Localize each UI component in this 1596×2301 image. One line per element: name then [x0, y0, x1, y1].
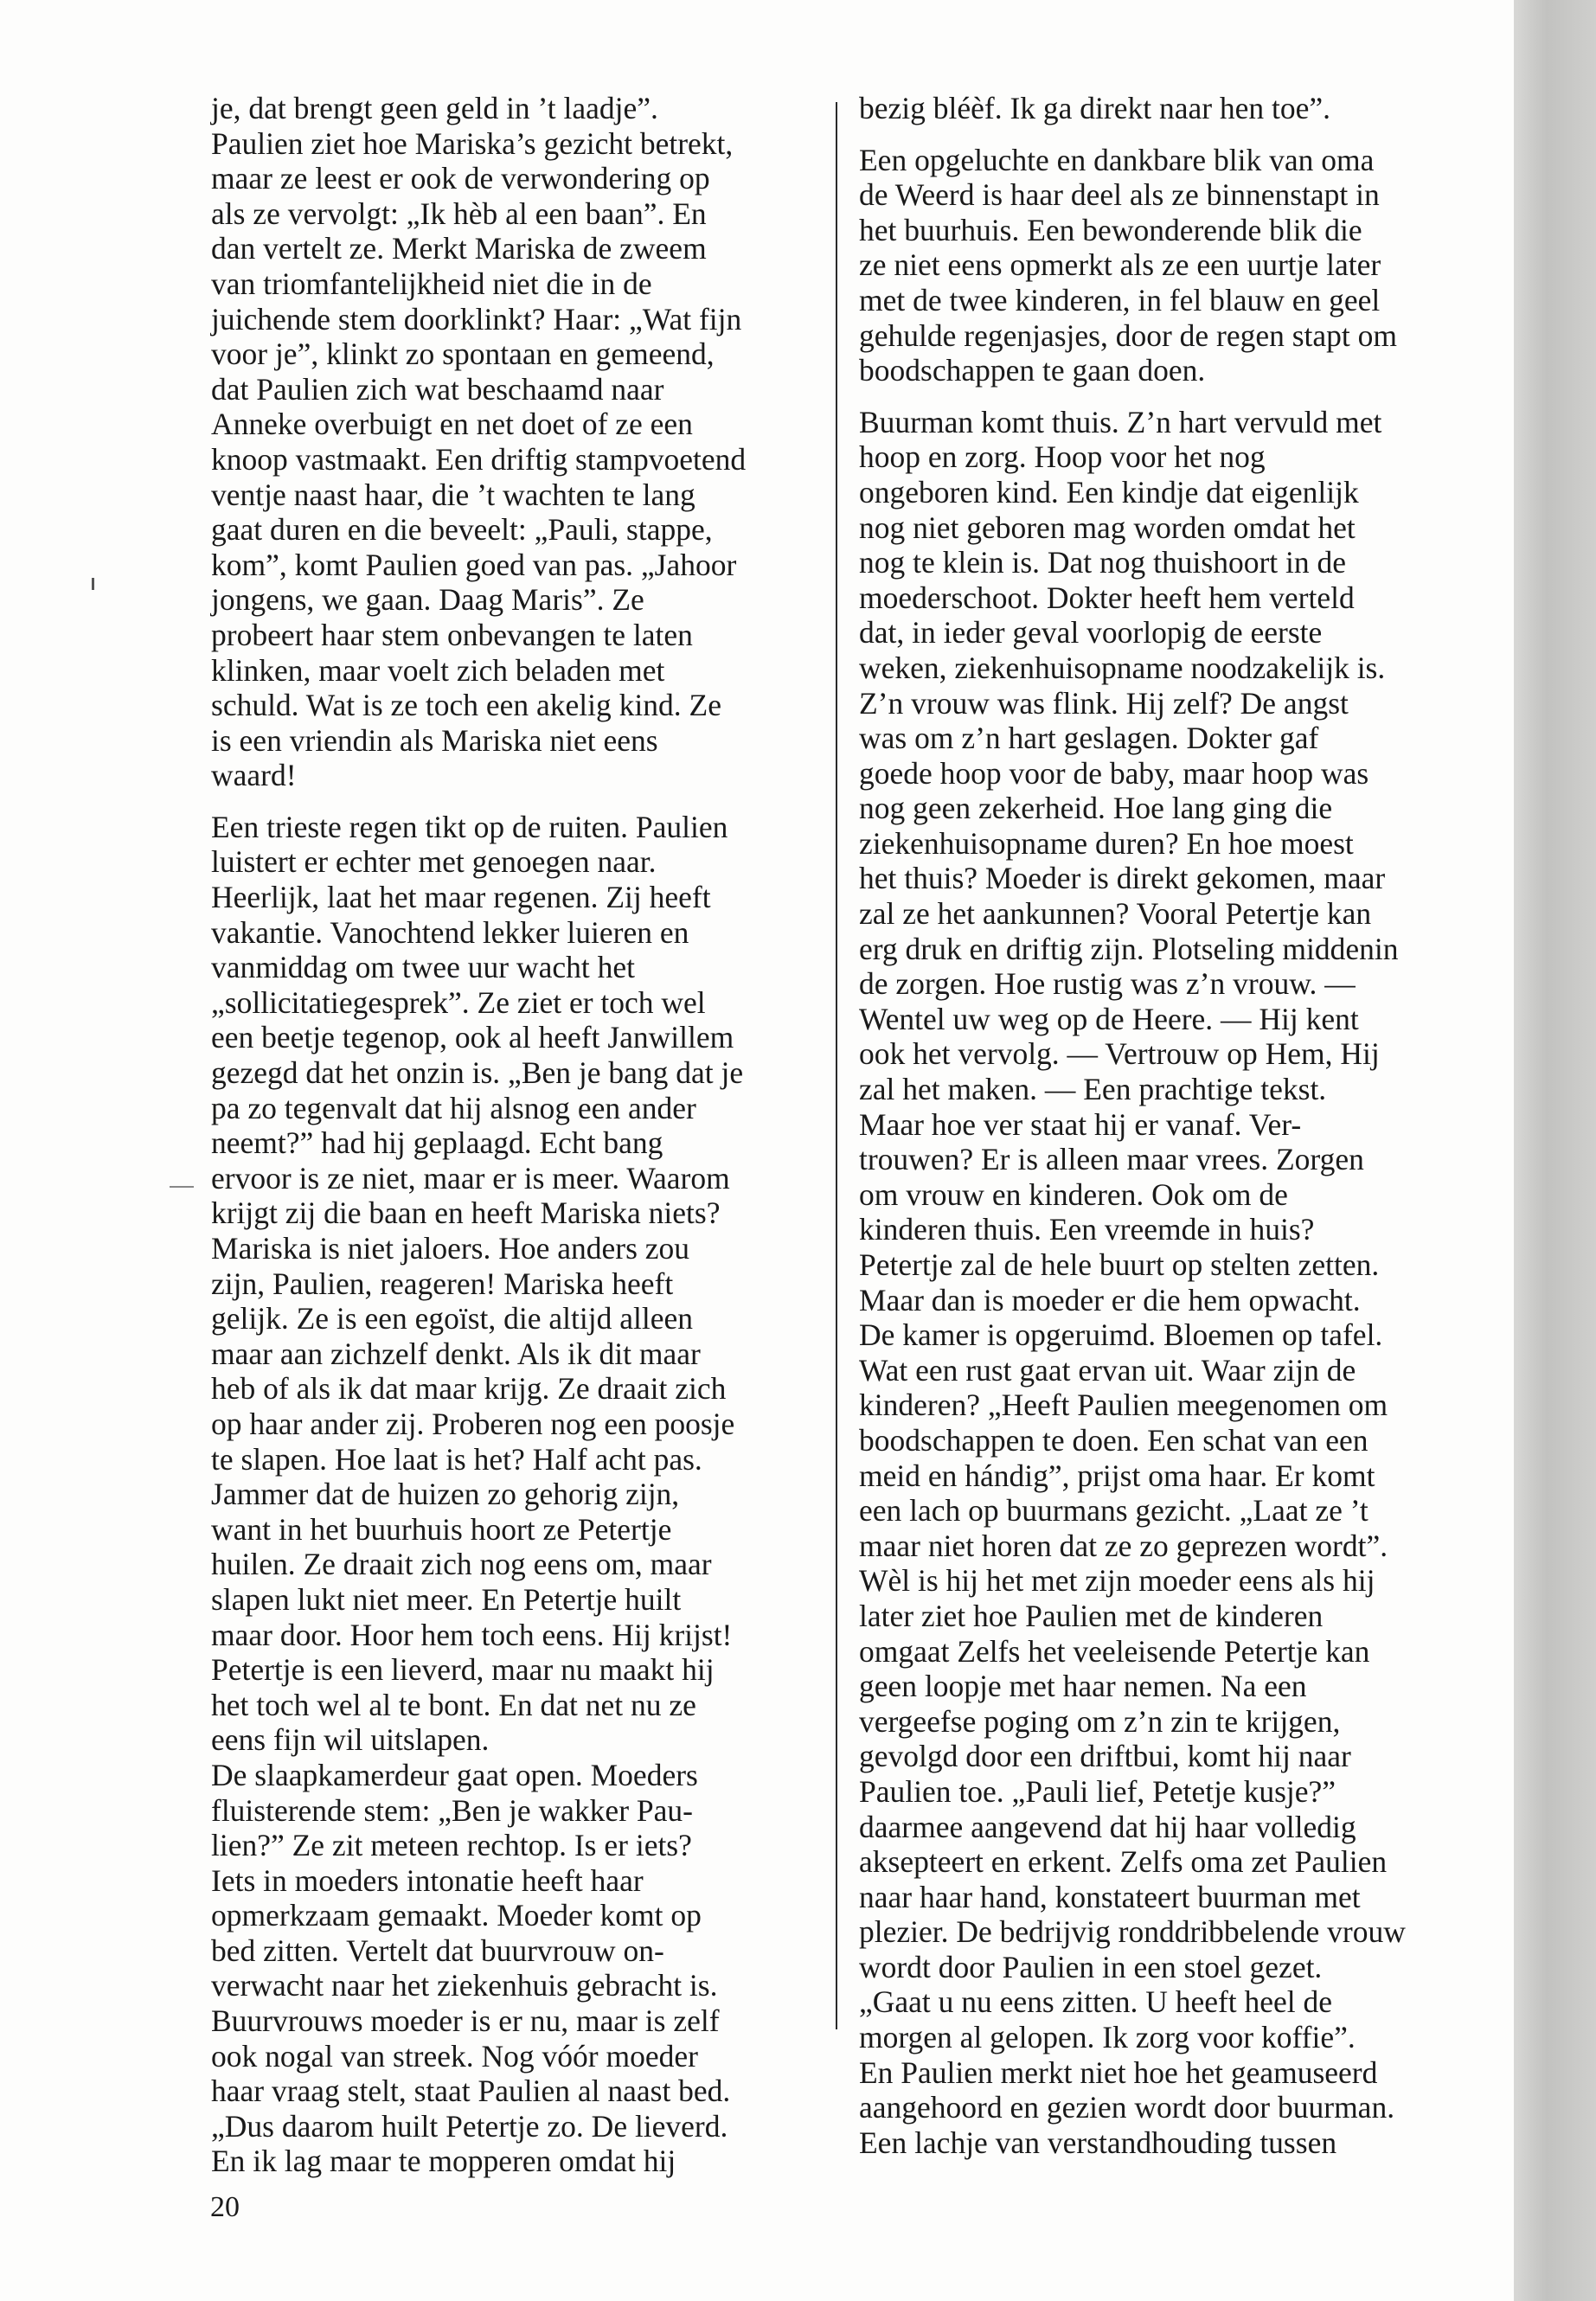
text-line: morgen al gelopen. Ik zorg voor koffie”. — [859, 2020, 1356, 2055]
paragraph — [859, 143, 1490, 388]
text-line: voor je”, klinkt zo spontaan en gemeend, — [211, 336, 715, 372]
text-line: het toch wel al te bont. En dat net nu ze — [211, 1687, 696, 1722]
text-line: heb of als ik dat maar krijg. Ze draait zich — [211, 1371, 727, 1407]
text-line: zal het maken. — Een prachtige tekst. — [859, 1072, 1327, 1107]
text-line: geen loopje met haar nemen. Na een — [859, 1669, 1307, 1704]
text-line: plezier. De bedrijvig ronddribbelende vrouw — [859, 1914, 1406, 1950]
text-line: vakantie. Vanochtend lekker luieren en — [211, 914, 689, 950]
text-line: „Dus daarom huilt Petertje zo. De lieverd. — [211, 2108, 728, 2144]
text-line: Wat een rust gaat ervan uit. Waar zijn de — [859, 1352, 1356, 1388]
text-line: is een vriendin als Mariska niet eens — [211, 722, 658, 758]
text-line: weken, ziekenhuisopname noodzakelijk is. — [859, 650, 1386, 685]
column-divider — [836, 102, 837, 2029]
text-line: dat, in ieder geval voorlopig de eerste — [859, 615, 1323, 651]
text-line: pa zo tegenvalt dat hij alsnog een ander — [211, 1090, 696, 1125]
text-line: „sollicitatiegesprek”. Ze ziet er toch wel — [211, 984, 706, 1020]
text-line: Paulien toe. „Pauli lief, Petetje kusje?” — [859, 1773, 1336, 1809]
text-line: dan vertelt ze. Merkt Mariska de zweem — [211, 231, 707, 266]
text-line: De kamer is opgeruimd. Bloemen op tafel. — [859, 1317, 1383, 1353]
text-line: juichende stem doorklinkt? Haar: „Wat fijn — [211, 301, 742, 336]
text-line: Wèl is hij het met zijn moeder eens als hij — [859, 1563, 1375, 1599]
text-line: aangehoord en gezien wordt door buurman. — [859, 2090, 1395, 2125]
paragraph — [211, 91, 834, 793]
text-line: fluisterende stem: „Ben je wakker Pau- — [211, 1792, 693, 1828]
text-line: schuld. Wat is ze toch een akelig kind. Ze — [211, 688, 721, 723]
text-line: een beetje tegenop, ook al heeft Janwillem — [211, 1020, 734, 1055]
paragraph — [859, 91, 1490, 126]
text-line: Een lachje van verstandhouding tussen — [859, 2125, 1337, 2160]
text-line: Maar hoe ver staat hij er vanaf. Ver- — [859, 1106, 1302, 1142]
text-line: nog niet geboren mag worden omdat het — [859, 510, 1356, 545]
text-line: luistert er echter met genoegen naar. — [211, 844, 657, 880]
text-line: kom”, komt Paulien goed van pas. „Jahoor — [211, 547, 737, 582]
text-line: krijgt zij die baan en heeft Mariska niets? — [211, 1195, 721, 1231]
text-line: haar vraag stelt, staat Paulien al naast bed. — [211, 2073, 731, 2109]
text-line: boodschappen te gaan doen. — [859, 353, 1206, 388]
text-line: opmerkzaam gemaakt. Moeder komt op — [211, 1898, 702, 1933]
text-line: En Paulien merkt niet hoe het geamuseerd — [859, 2054, 1378, 2090]
text-line: Petertje is een lieverd, maar nu maakt hij — [211, 1652, 715, 1688]
text-line: moederschoot. Dokter heeft hem verteld — [859, 580, 1355, 615]
text-line: slapen lukt niet meer. En Petertje huilt — [211, 1581, 682, 1617]
text-line: ervoor is ze niet, maar er is meer. Waarom — [211, 1160, 730, 1195]
paragraph — [859, 405, 1490, 2161]
text-line: Heerlijk, laat het maar regenen. Zij heeft — [211, 880, 711, 915]
text-line: waard! — [211, 758, 297, 793]
text-line: om vrouw en kinderen. Ook om de — [859, 1176, 1288, 1212]
text-line: goede hoop voor de baby, maar hoop was — [859, 755, 1369, 791]
text-line: Jammer dat de huizen zo gehorig zijn, — [211, 1477, 680, 1512]
text-line: maar ze leest er ook de verwondering op — [211, 161, 710, 196]
text-line: naar haar hand, konstateert buurman met — [859, 1879, 1361, 1914]
text-line: de Weerd is haar deel als ze binnenstapt in — [859, 177, 1380, 213]
text-line: dat Paulien zich wat beschaamd naar — [211, 371, 664, 407]
text-line: was om z’n hart geslagen. Dokter gaf — [859, 721, 1319, 756]
right-text-column — [859, 91, 1490, 2160]
text-line: Iets in moeders intonatie heeft haar — [211, 1862, 644, 1898]
text-line: ook het vervolg. — Vertrouw op Hem, Hij — [859, 1036, 1380, 1072]
text-line: vanmiddag om twee uur wacht het — [211, 950, 635, 985]
text-line: Buurman komt thuis. Z’n hart vervuld met — [859, 404, 1382, 439]
text-line: zijn, Paulien, reageren! Mariska heeft — [211, 1266, 674, 1301]
text-line: lien?” Ze zit meteen rechtop. Is er iets? — [211, 1828, 692, 1863]
text-line: vergeefse poging om z’n zin te krijgen, — [859, 1703, 1341, 1739]
text-line: aksepteert en erkent. Zelfs oma zet Paulien — [859, 1844, 1388, 1880]
text-line: gehulde regenjasjes, door de regen stapt om — [859, 317, 1398, 353]
text-line: ziekenhuisopname duren? En hoe moest — [859, 825, 1354, 861]
text-line: „Gaat u nu eens zitten. U heeft heel de — [859, 1984, 1333, 2020]
text-line: een lach op buurmans gezicht. „Laat ze ’t — [859, 1493, 1368, 1529]
text-line: jongens, we gaan. Daag Maris”. Ze — [211, 582, 644, 618]
text-line: gevolgd door een driftbui, komt hij naar — [859, 1739, 1351, 1774]
text-line: nog te klein is. Dat nog thuishoort in de — [859, 545, 1347, 580]
text-line: neemt?” had hij geplaagd. Echt bang — [211, 1125, 663, 1161]
text-line: Een opgeluchte en dankbare blik van oma — [859, 142, 1375, 177]
text-line: erg druk en driftig zijn. Plotseling middenin — [859, 931, 1399, 966]
text-line: boodschappen te doen. Een schat van een — [859, 1422, 1368, 1458]
text-line: De slaapkamerdeur gaat open. Moeders — [211, 1757, 698, 1792]
text-line: Z’n vrouw was flink. Hij zelf? De angst — [859, 685, 1349, 721]
text-line: bezig bléèf. Ik ga direkt naar hen toe”. — [859, 91, 1331, 125]
text-line: Mariska is niet jaloers. Hoe anders zou — [211, 1231, 690, 1266]
text-line: Paulien ziet hoe Mariska’s gezicht betrekt, — [211, 125, 734, 161]
text-line: gezegd dat het onzin is. „Ben je bang dat je — [211, 1055, 744, 1091]
text-line: klinken, maar voelt zich beladen met — [211, 652, 665, 688]
text-line: de zorgen. Hoe rustig was z’n vrouw. — — [859, 966, 1356, 1002]
margin-dash — [170, 1186, 194, 1188]
text-line: ventje naast haar, die ’t wachten te lang — [211, 477, 695, 512]
text-line: kinderen? „Heeft Paulien meegenomen om — [859, 1388, 1388, 1423]
text-line: maar door. Hoor hem toch eens. Hij krijst! — [211, 1617, 733, 1652]
text-line: want in het buurhuis hoort ze Petertje — [211, 1511, 672, 1547]
paragraph — [211, 810, 834, 2179]
text-line: van triomfantelijkheid niet die in de — [211, 266, 652, 301]
text-line: Anneke overbuigt en net doet of ze een — [211, 407, 693, 442]
text-line: zal ze het aankunnen? Vooral Petertje kan — [859, 896, 1372, 932]
text-line: Wentel uw weg op de Heere. — Hij kent — [859, 1001, 1359, 1036]
text-line: omgaat Zelfs het veeleisende Petertje kan — [859, 1633, 1370, 1669]
text-line: kinderen thuis. Een vreemde in huis? — [859, 1212, 1315, 1247]
text-line: huilen. Ze draait zich nog eens om, maar — [211, 1547, 712, 1582]
text-line: op haar ander zij. Proberen nog een poosje — [211, 1406, 735, 1441]
text-line: met de twee kinderen, in fel blauw en geel — [859, 282, 1381, 317]
text-line: knoop vastmaakt. Een driftig stampvoetend — [211, 441, 747, 477]
page-number: 20 — [210, 2191, 240, 2223]
text-line: Buurvrouws moeder is er nu, maar is zelf — [211, 2003, 720, 2039]
text-line: te slapen. Hoe laat is het? Half acht pas. — [211, 1441, 702, 1477]
left-text-column — [211, 91, 834, 2179]
text-line: hoop en zorg. Hoop voor het nog — [859, 439, 1266, 475]
text-line: bed zitten. Vertelt dat buurvrouw on- — [211, 1932, 664, 1968]
text-line: Een trieste regen tikt op de ruiten. Paulien — [211, 809, 728, 844]
margin-mark — [92, 578, 94, 590]
text-line: ook nogal van streek. Nog vóór moeder — [211, 2038, 698, 2073]
text-line: daarmee aangevend dat hij haar volledig — [859, 1809, 1356, 1844]
text-line: trouwen? Er is alleen maar vrees. Zorgen — [859, 1142, 1364, 1177]
text-line: wordt door Paulien in een stoel gezet. — [859, 1949, 1323, 1984]
text-line: Petertje zal de hele buurt op stelten zetten. — [859, 1247, 1380, 1282]
text-line: het buurhuis. Een bewonderende blik die — [859, 212, 1362, 247]
text-line: later ziet hoe Paulien met de kinderen — [859, 1598, 1324, 1633]
text-line: maar aan zichzelf denkt. Als ik dit maar — [211, 1336, 701, 1371]
text-line: gelijk. Ze is een egoïst, die altijd alleen — [211, 1301, 693, 1336]
text-line: Maar dan is moeder er die hem opwacht. — [859, 1282, 1361, 1317]
text-line: ongeboren kind. Een kindje dat eigenlijk — [859, 474, 1359, 510]
text-line: je, dat brengt geen geld in ’t laadje”. — [211, 91, 658, 125]
page-edge-shadow — [1514, 0, 1596, 2301]
text-line: nog geen zekerheid. Hoe lang ging die — [859, 791, 1333, 826]
text-line: En ik lag maar te mopperen omdat hij — [211, 2144, 676, 2179]
text-line: eens fijn wil uitslapen. — [211, 1722, 490, 1758]
text-line: verwacht naar het ziekenhuis gebracht is. — [211, 1968, 718, 2003]
text-line: probeert haar stem onbevangen te laten — [211, 617, 693, 652]
text-line: het thuis? Moeder is direkt gekomen, maar — [859, 861, 1386, 896]
text-line: ze niet eens opmerkt als ze een uurtje later — [859, 247, 1381, 283]
text-line: als ze vervolgt: „Ik hèb al een baan”. En — [211, 195, 707, 231]
text-line: gaat duren en die beveelt: „Pauli, stappe, — [211, 512, 713, 548]
text-line: meid en hándig”, prijst oma haar. Er komt — [859, 1458, 1375, 1493]
text-line: maar niet horen dat ze zo geprezen wordt”. — [859, 1528, 1388, 1563]
